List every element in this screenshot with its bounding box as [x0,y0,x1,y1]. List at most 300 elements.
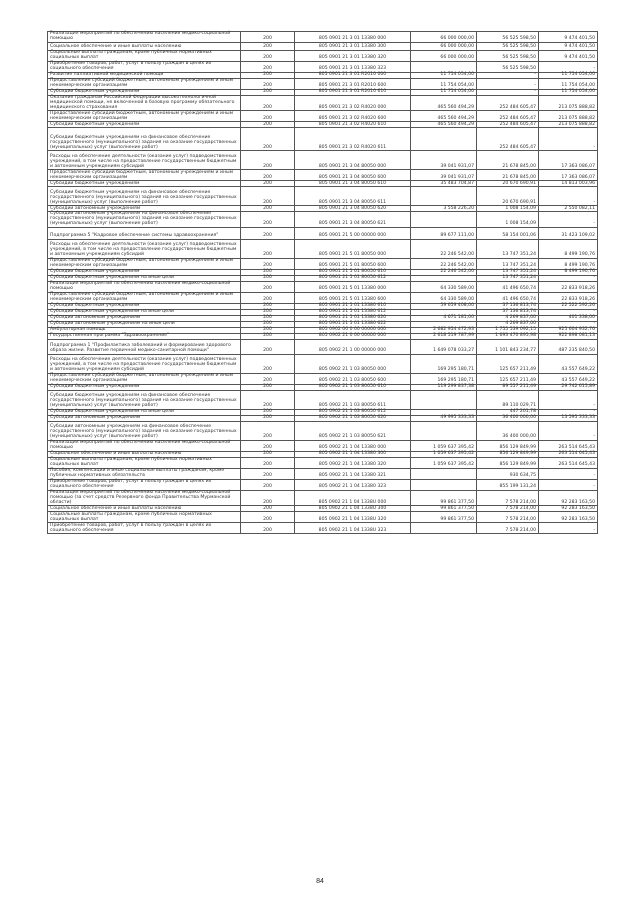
line-item-name: Субсидии автономным учреждениям на иные цели [48,321,241,327]
line-item-name: Субсидии автономным учреждениям [48,206,241,212]
unexecuted-amount: - [539,421,598,440]
unexecuted-amount: 43 557 649,22 [539,354,598,373]
table-row [48,239,598,258]
executed-amount: 1 755 539 092,15 [477,327,539,333]
budget-classification-code: 805 0902 21 1 03 80050 620 [295,415,411,421]
budget-classification-code: 805 0901 21 3 01 13380 323 [295,62,411,73]
line-code: 200 [241,73,295,79]
table-row [48,111,598,122]
approved-amount: 49 995 333,33 [411,415,477,421]
unexecuted-amount: 8 499 190,76 [539,269,598,275]
line-item-name: Приобретение товаров, работ, услуг в пользу граждан в целях их социального обеспечения [48,479,241,490]
line-code: 200 [241,512,295,523]
approved-amount: 89 677 111,00 [411,227,477,239]
unexecuted-amount: 9 474 401,50 [539,51,598,62]
budget-classification-code: 805 0902 21 1 04 13380 300 [295,451,411,457]
approved-amount: 2 618 519 787,99 [411,333,477,339]
unexecuted-amount: 8 499 190,76 [539,258,598,269]
line-code: 200 [241,32,295,43]
table-row [48,339,598,354]
budget-classification-code: 805 0902 21 1 03 80050 600 [295,373,411,384]
approved-amount [411,468,477,479]
line-item-name: Реализация мероприятий по обеспечению населения медико-социальной помощью [48,32,241,43]
line-item-name: Субсидии бюджетным учреждениям [48,90,241,96]
approved-amount: 169 295 180,71 [411,373,477,384]
line-code: 200 [241,151,295,170]
executed-amount: 1 008 154,09 [477,212,539,227]
table-row [48,440,598,451]
budget-classification-code: 805 0902 21 1 04 1338U 323 [295,523,411,534]
executed-amount: 856 129 849,99 [477,457,539,468]
budget-classification-code: 805 0901 21 3 01 13380 300 [295,43,411,51]
budget-classification-code: 805 0901 21 3 04 80050 621 [295,212,411,227]
executed-amount: 20 670 690,91 [477,181,539,187]
line-code: 200 [241,490,295,505]
table-row [48,281,598,292]
line-code: 200 [241,315,295,321]
approved-amount: 22 246 542,00 [411,269,477,275]
line-item-name: Субсидии бюджетным учреждениям на иные цели [48,309,241,315]
table-row [48,292,598,303]
line-code: 200 [241,415,295,421]
approved-amount: 59 659 408,00 [411,303,477,309]
line-item-name: Приобретение товаров, работ, услуг в пользу граждан в целях их социального обеспечения [48,523,241,534]
budget-classification-code: 805 0901 21 5 01 80050 600 [295,258,411,269]
executed-amount: 56 525 598,50 [477,32,539,43]
executed-amount: 56 525 598,50 [477,51,539,62]
unexecuted-amount: 9 474 401,50 [539,43,598,51]
approved-amount: 119 299 837,38 [411,384,477,390]
table-row [48,390,598,409]
budget-classification-code: 805 0902 21 1 04 1338U 000 [295,490,411,505]
budget-classification-code: 805 0901 21 5 01 80050 610 [295,269,411,275]
table-row [48,62,598,73]
approved-amount: 1 649 078 033,27 [411,339,477,354]
line-item-name: Субсидии бюджетным учреждениям на иные цели [48,409,241,415]
approved-amount: 1 059 637 395,42 [411,451,477,457]
line-item-name: Предоставление субсидий бюджетным, автономным учреждениям и иным некоммерческим организациям [48,373,241,384]
budget-classification-code: 805 0901 21 3 02 R4020 600 [295,111,411,122]
unexecuted-amount: 487 235 840,50 [539,339,598,354]
approved-amount: 1 059 637 395,42 [411,440,477,451]
budget-classification-code: 805 0902 21 1 03 80050 621 [295,421,411,440]
budget-classification-code: 805 0902 21 1 04 13380 000 [295,440,411,451]
executed-amount: 1 101 843 234,77 [477,339,539,354]
line-item-name: Расходы на обеспечение деятельности (оказание услуг) подведомственных учреждений, в том числе на предоставление государственным бюджетным и автономным учреждениям субсидий [48,354,241,373]
line-code: 200 [241,227,295,239]
line-item-name: Предоставление субсидий бюджетным, автономным учреждениям и иным некоммерческим организациям [48,292,241,303]
unexecuted-amount: - [539,62,598,73]
unexecuted-amount: - [539,479,598,490]
line-code: 200 [241,181,295,187]
line-item-name: Подпрограмма 1 "Профилактика заболеваний и формирование здорового образа жизни. Развитие первичной медико-санитарной помощи" [48,339,241,354]
approved-amount: 99 861 377,50 [411,512,477,523]
unexecuted-amount: - [539,409,598,415]
line-item-name: Субсидии бюджетным учреждениям на финансовое обеспечение государственного (муниципального) задания на оказание государственных (муниципальных) услуг (выполнение работ) [48,390,241,409]
line-code: 200 [241,43,295,51]
executed-amount: 89 557 211,49 [477,384,539,390]
approved-amount: 22 246 542,00 [411,239,477,258]
line-code: 200 [241,275,295,281]
executed-amount: 4 269 837,00 [477,315,539,321]
line-item-name: Расходы на обеспечение деятельности (оказание услуг) подведомственных учреждений, в том числе на предоставление государственным бюджетным и автономным учреждениям субсидий [48,151,241,170]
table-row [48,523,598,534]
table-row [48,51,598,62]
line-item-name: Приобретение товаров, работ, услуг в пользу граждан в целях их социального обеспечения [48,62,241,73]
unexecuted-amount: - [539,523,598,534]
unexecuted-amount: - [539,128,598,151]
line-item-name: Реализация мероприятий по обеспечению населения медико-социальной помощью (за счет средств Резервного фонда Правительства Мурманской области) [48,490,241,505]
table-row [48,384,598,390]
line-item-name: Государственная программа "Здравоохранение" [48,333,241,339]
line-item-name: Амбулаторная помощь [48,327,241,333]
executed-amount: 7 578 214,00 [477,490,539,505]
approved-amount: 39 041 931,07 [411,170,477,181]
line-item-name: Субсидии бюджетным учреждениям на финансовое обеспечение государственного (муниципального) задания на оказание государственных (муниципальных) услуг (выполнение работ) [48,187,241,206]
table-row [48,170,598,181]
table-row [48,227,598,239]
executed-amount: 252 484 605,47 [477,111,539,122]
line-item-name: Субсидии бюджетным учреждениям на иные цели [48,275,241,281]
table-row [48,490,598,505]
line-code: 200 [241,303,295,309]
budget-classification-code: 805 0901 21 5 01 80050 000 [295,239,411,258]
line-item-name: Субсидии бюджетным учреждениям [48,181,241,187]
unexecuted-amount: 17 363 086,07 [539,170,598,181]
table-row [48,96,598,111]
line-code: 200 [241,327,295,333]
approved-amount: 2 682 954 472,93 [411,327,477,333]
unexecuted-amount: 213 075 888,82 [539,96,598,111]
line-item-name: Социальные выплаты гражданам, кроме публичных нормативных социальных выплат [48,51,241,62]
executed-amount: 37 136 813,74 [477,309,539,315]
line-code: 200 [241,62,295,73]
budget-classification-code: 805 0901 21 5 01 13380 612 [295,309,411,315]
executed-amount: 4 269 837,00 [477,321,539,327]
unexecuted-amount: 92 283 163,50 [539,512,598,523]
budget-classification-code: 805 0902 21 1 04 1338U 300 [295,506,411,512]
line-item-name: Субсидии бюджетным учреждениям [48,269,241,275]
approved-amount [411,421,477,440]
executed-amount: 36 400 000,00 [477,421,539,440]
line-code: 200 [241,339,295,354]
budget-classification-code: 805 0902 21 1 03 80050 612 [295,409,411,415]
table-row [48,122,598,128]
executed-amount: 56 525 598,50 [477,43,539,51]
approved-amount: 465 560 494,29 [411,111,477,122]
line-item-name: Социальное обеспечение и иные выплаты населению [48,451,241,457]
unexecuted-amount: 263 514 645,43 [539,440,598,451]
unexecuted-amount: 11 754 054,00 [539,73,598,79]
line-item-name: Субсидии бюджетным учреждениям на финансовое обеспечение государственного (муниципального) задания на оказание государственных (муниципальных) услуг (выполнение работ) [48,128,241,151]
approved-amount: 1 059 637 395,42 [411,457,477,468]
line-code: 200 [241,409,295,415]
executed-amount: 7 578 214,00 [477,512,539,523]
line-item-name: Предоставление субсидий бюджетным, автономным учреждениям и иным некоммерческим организациям [48,258,241,269]
unexecuted-amount: 31 423 109,02 [539,227,598,239]
line-item-name: Субсидии бюджетным учреждениям [48,303,241,309]
line-item-name: Предоставление субсидий бюджетным, автономным учреждениям и иным некоммерческим организациям [48,170,241,181]
budget-classification-code: 805 0902 21 1 04 1338U 320 [295,512,411,523]
approved-amount [411,523,477,534]
line-code: 200 [241,122,295,128]
approved-amount: 11 754 054,00 [411,90,477,96]
line-code: 200 [241,384,295,390]
line-item-name: Субсидии автономным учреждениям [48,315,241,321]
unexecuted-amount: - [539,212,598,227]
table-row [48,212,598,227]
budget-classification-code: 805 0901 21 5 01 13380 622 [295,321,411,327]
unexecuted-amount: - [539,390,598,409]
budget-classification-code: 805 0901 21 5 00 00000 000 [295,227,411,239]
budget-classification-code: 805 0901 21 3 04 80050 000 [295,151,411,170]
budget-classification-code: 805 0901 21 5 01 13380 610 [295,303,411,309]
executed-amount: 36 400 000,00 [477,415,539,421]
line-item-name: Подпрограмма 5 "Кадровое обеспечение системы здравоохранения" [48,227,241,239]
executed-amount: 252 484 605,47 [477,96,539,111]
executed-amount: 21 678 845,00 [477,151,539,170]
budget-classification-code: 805 0901 21 5 01 80050 612 [295,275,411,281]
budget-execution-table [47,31,598,534]
line-code: 200 [241,79,295,90]
line-code: 200 [241,457,295,468]
approved-amount: 169 295 180,71 [411,354,477,373]
line-code: 200 [241,187,295,206]
line-code: 200 [241,523,295,534]
executed-amount: 1 693 470 895,98 [477,333,539,339]
line-item-name: Расходы на обеспечение деятельности (оказание услуг) подведомственных учреждений, в том числе на предоставление государственным бюджетным и автономным учреждениям субсидий [48,239,241,258]
budget-classification-code: 805 0901 21 3 01 13380 000 [295,32,411,43]
executed-amount: 447 201,78 [477,409,539,415]
line-code: 200 [241,390,295,409]
table-row [48,79,598,90]
table-row [48,32,598,43]
budget-classification-code: 805 0902 21 1 04 13380 323 [295,479,411,490]
unexecuted-amount: 2 550 082,11 [539,206,598,212]
budget-classification-code: 805 0901 21 3 04 80050 600 [295,170,411,181]
unexecuted-amount: 92 283 163,50 [539,506,598,512]
budget-classification-code: 805 0902 00 0 00 00000 000 [295,327,411,333]
table-row [48,258,598,269]
table-row [48,354,598,373]
line-code: 200 [241,239,295,258]
unexecuted-amount: 263 514 645,43 [539,451,598,457]
unexecuted-amount: 9 474 401,50 [539,32,598,43]
executed-amount: 252 484 605,47 [477,128,539,151]
unexecuted-amount: 14 813 003,96 [539,181,598,187]
table-row [48,187,598,206]
approved-amount: 22 246 542,00 [411,258,477,269]
line-code: 200 [241,170,295,181]
unexecuted-amount: 13 595 333,33 [539,415,598,421]
unexecuted-amount: - [539,321,598,327]
approved-amount: 64 330 589,00 [411,292,477,303]
executed-amount: - [477,79,539,90]
budget-classification-code: 805 0902 21 1 03 80050 000 [295,354,411,373]
unexecuted-amount: 29 742 615,89 [539,384,598,390]
budget-classification-code: 805 0901 21 5 01 13380 000 [295,281,411,292]
unexecuted-amount: 213 075 888,82 [539,111,598,122]
executed-amount: 41 496 650,74 [477,292,539,303]
line-code: 200 [241,373,295,384]
line-code: 200 [241,96,295,111]
line-code: 200 [241,440,295,451]
executed-amount: 7 578 214,00 [477,523,539,534]
line-item-name: Реализация мероприятий по обеспечению населения медико-социальной помощью [48,281,241,292]
page-number: 84 [316,878,324,885]
budget-classification-code: 805 0902 21 1 00 00000 000 [295,339,411,354]
table-row [48,181,598,187]
budget-classification-code: 805 0901 21 3 01 R2010 000 [295,73,411,79]
approved-amount [411,212,477,227]
table-row [48,421,598,440]
executed-amount: 41 496 650,74 [477,281,539,292]
line-code: 200 [241,479,295,490]
executed-amount: 7 578 214,00 [477,506,539,512]
table-row [48,333,598,339]
approved-amount: 35 483 704,87 [411,181,477,187]
line-item-name: Предоставление субсидий бюджетным, автономным учреждениям и иным некоммерческим организациям [48,111,241,122]
executed-amount: 13 747 351,24 [477,258,539,269]
line-item-name: Субсидии бюджетным учреждениям [48,384,241,390]
unexecuted-amount: 22 833 918,26 [539,281,598,292]
unexecuted-amount: - [539,468,598,479]
table-row [48,128,598,151]
executed-amount: 13 747 351,24 [477,269,539,275]
line-code: 200 [241,451,295,457]
executed-amount: 58 154 001,06 [477,227,539,239]
unexecuted-amount: 11 754 054,00 [539,90,598,96]
line-code: 200 [241,128,295,151]
table-row [48,151,598,170]
approved-amount: 11 754 054,00 [411,73,477,79]
budget-table-wrapper [47,31,597,534]
line-code: 200 [241,309,295,315]
executed-amount: 855 199 131,24 [477,479,539,490]
budget-classification-code: 805 0901 21 5 01 13380 620 [295,315,411,321]
budget-classification-code: 805 0901 21 3 02 R4020 000 [295,96,411,111]
table-row [48,479,598,490]
line-code: 200 [241,468,295,479]
line-code: 200 [241,206,295,212]
line-item-name: Предоставление субсидий бюджетным, автономным учреждениям и иным некоммерческим организациям [48,79,241,90]
line-code: 200 [241,269,295,275]
budget-classification-code: 805 0901 21 3 01 13380 320 [295,51,411,62]
line-item-name: Социальное обеспечение и иные выплаты населению [48,506,241,512]
table-row [48,457,598,468]
approved-amount: 66 000 000,00 [411,51,477,62]
line-code: 200 [241,90,295,96]
line-item-name: Пособия, компенсации и иные социальные выплаты гражданам, кроме публичных нормативных обязательств [48,468,241,479]
budget-classification-code: 805 0901 21 3 04 80050 610 [295,181,411,187]
table-row [48,506,598,512]
budget-classification-code: 805 0902 21 1 03 80050 610 [295,384,411,390]
line-code: 200 [241,51,295,62]
unexecuted-amount: 8 499 190,76 [539,239,598,258]
unexecuted-amount: 213 075 888,82 [539,122,598,128]
approved-amount: 99 861 377,50 [411,506,477,512]
unexecuted-amount: 22 833 918,26 [539,292,598,303]
approved-amount: 66 000 000,00 [411,43,477,51]
budget-classification-code: 805 0901 21 5 01 13380 600 [295,292,411,303]
table-row [48,468,598,479]
unexecuted-amount: 263 514 645,43 [539,457,598,468]
line-item-name: Социальное обеспечение и иные выплаты населению [48,43,241,51]
approved-amount: 64 330 589,00 [411,281,477,292]
approved-amount [411,390,477,409]
executed-amount: 13 747 351,24 [477,275,539,281]
approved-amount [411,479,477,490]
executed-amount: - [477,73,539,79]
line-item-name: Субсидии бюджетным учреждениям [48,122,241,128]
approved-amount: 465 560 494,29 [411,122,477,128]
executed-amount: 13 747 351,24 [477,239,539,258]
line-code: 200 [241,281,295,292]
budget-classification-code: 805 0902 21 1 04 13380 320 [295,457,411,468]
line-item-name: Социальные выплаты гражданам, кроме публичных нормативных социальных выплат [48,457,241,468]
line-code: 200 [241,258,295,269]
line-code: 200 [241,333,295,339]
executed-amount: 252 484 605,47 [477,122,539,128]
budget-classification-code: 805 0901 21 3 01 R2010 600 [295,79,411,90]
line-code: 200 [241,421,295,440]
budget-classification-code: 805 0901 21 3 04 80050 620 [295,206,411,212]
budget-classification-code: 805 0901 21 3 01 R2010 610 [295,90,411,96]
unexecuted-amount: 401 338,00 [539,315,598,321]
unexecuted-amount: 22 522 592,26 [539,303,598,309]
executed-amount: - [477,90,539,96]
budget-classification-code: 805 0902 21 0 00 00000 000 [295,333,411,339]
approved-amount: 39 041 931,07 [411,151,477,170]
executed-amount: 20 670 690,91 [477,187,539,206]
table-row [48,373,598,384]
unexecuted-amount: 922 898 081,13 [539,333,598,339]
executed-amount: 56 525 598,50 [477,62,539,73]
executed-amount: 21 678 845,00 [477,170,539,181]
line-code: 200 [241,354,295,373]
executed-amount: 125 657 211,49 [477,373,539,384]
line-code: 200 [241,111,295,122]
approved-amount: 99 861 377,50 [411,490,477,505]
unexecuted-amount: 925 604 932,76 [539,327,598,333]
unexecuted-amount: 17 363 086,07 [539,151,598,170]
line-code: 200 [241,506,295,512]
line-item-name: Социальные выплаты гражданам, кроме публичных нормативных социальных выплат [48,512,241,523]
executed-amount: 856 129 849,99 [477,451,539,457]
executed-amount: 856 129 849,99 [477,440,539,451]
approved-amount: 4 671 181,00 [411,315,477,321]
line-item-name: Субсидии автономным учреждениям на финансовое обеспечение государственного (муниципального) задания на оказание государственных (муниципальных) услуг (выполнение работ) [48,421,241,440]
line-code: 200 [241,321,295,327]
executed-amount: 89 110 029,71 [477,390,539,409]
approved-amount: 465 560 494,29 [411,96,477,111]
line-code: 200 [241,212,295,227]
budget-classification-code: 805 0902 21 1 04 13380 321 [295,468,411,479]
unexecuted-amount: - [539,275,598,281]
executed-amount: 125 657 211,49 [477,354,539,373]
executed-amount: 930 634,75 [477,468,539,479]
line-item-name: Субсидии автономным учреждениям [48,415,241,421]
approved-amount: 11 754 054,00 [411,79,477,90]
line-item-name: Оказание гражданам Российской Федерации высокотехнологичной медицинской помощи, не включенной в базовую программу обязательного медицинского страхования [48,96,241,111]
table-row [48,415,598,421]
unexecuted-amount: 92 283 163,50 [539,490,598,505]
budget-classification-code: 805 0901 21 3 02 R4020 611 [295,128,411,151]
line-item-name: Субсидии автономным учреждениям на финансовое обеспечение государственного (муниципального) задания на оказание государственных (муниципальных) услуг (выполнение работ) [48,212,241,227]
budget-classification-code: 805 0901 21 3 04 80050 611 [295,187,411,206]
approved-amount [411,128,477,151]
line-code: 200 [241,292,295,303]
